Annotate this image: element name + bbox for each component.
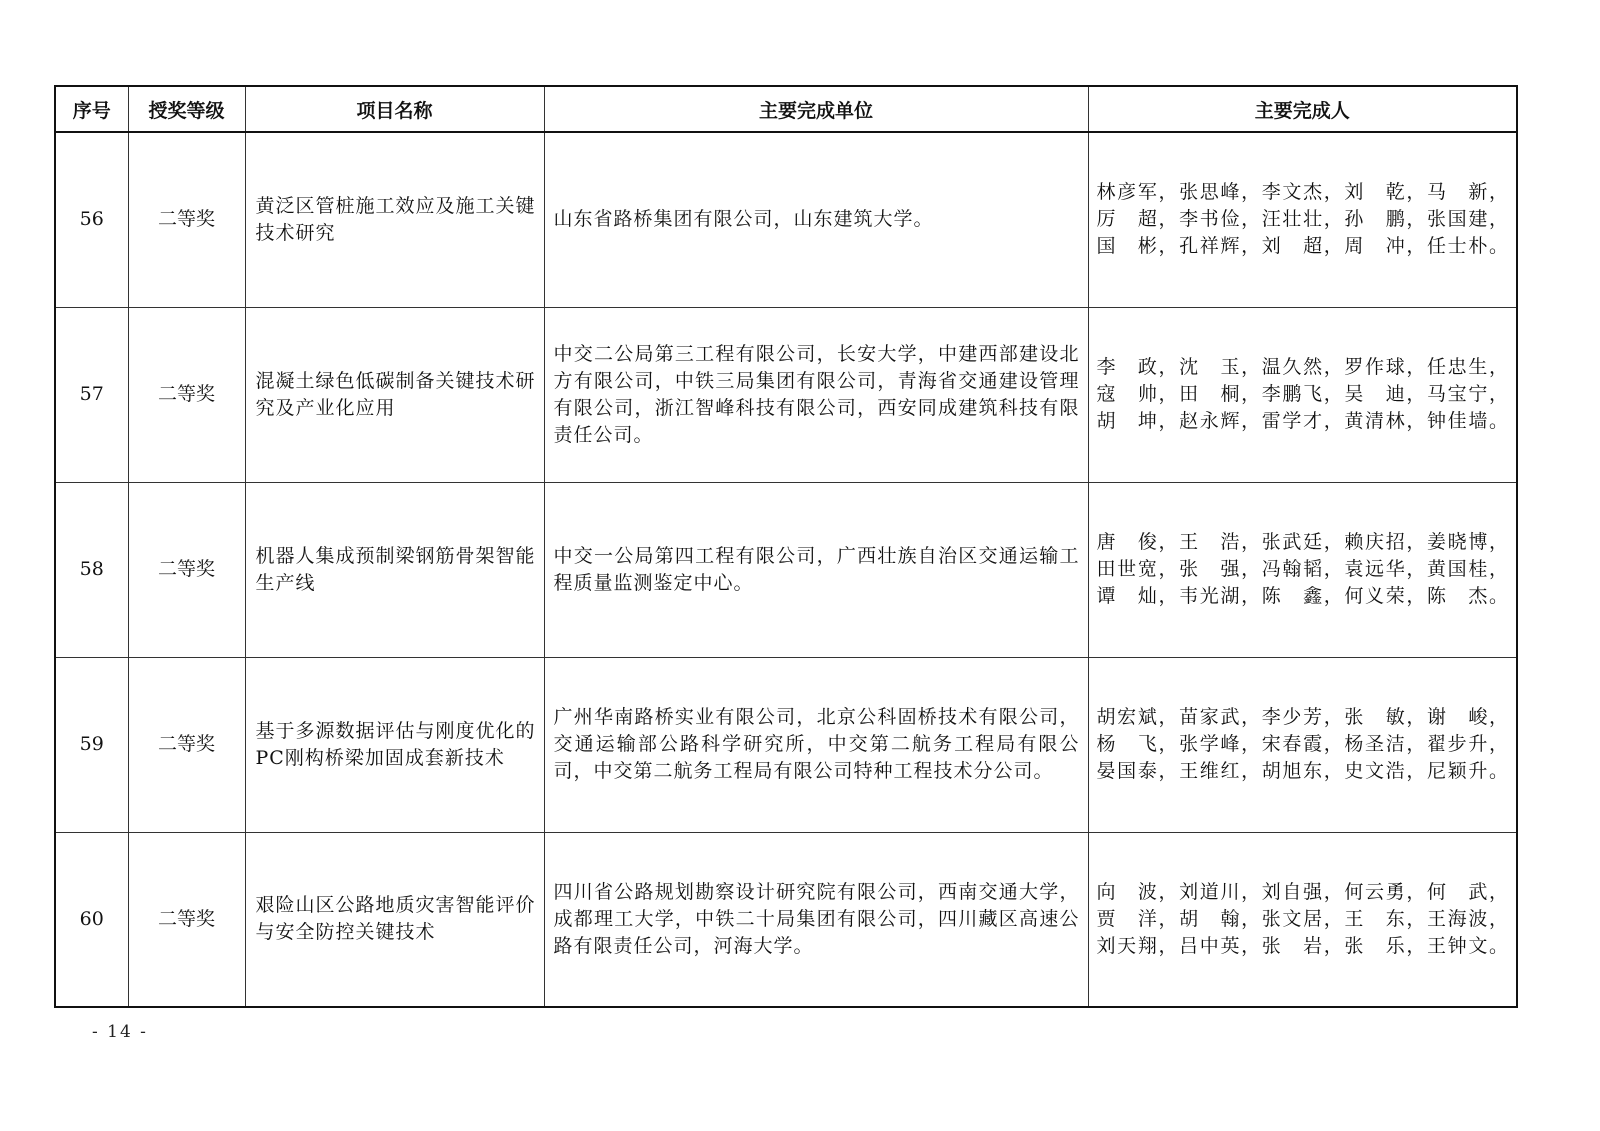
people-line: 唐 俊，王 浩，张武廷，赖庆招，姜晓博， [1096,531,1508,553]
people-line: 寇 帅，田 桐，李鹏飞，吴 迪，马宝宁， [1096,383,1508,405]
people-line: 厉 超，李书俭，汪壮壮，孙 鹏，张国建， [1096,208,1508,231]
cell-unit: 广州华南路桥实业有限公司，北京公科固桥技术有限公司，交通运输部公路科学研究所，中交第二航务工程局有限公司，中交第二航务工程局有限公司特种工程技术分公司。 [544,657,1088,832]
people-line: 刘天翔，吕中英，张 岩，张 乐，王钟文。 [1096,934,1508,957]
header-seq: 序号 [55,86,128,132]
table-row [55,657,1517,832]
cell-people [1088,657,1517,832]
cell-unit: 四川省公路规划勘察设计研究院有限公司，西南交通大学，成都理工大学，中铁二十局集团有限公司，四川藏区高速公路有限责任公司，河海大学。 [544,832,1088,1007]
table-row [55,832,1517,1007]
header-row [55,86,1517,132]
people-line: 林彦军，张思峰，李文杰，刘 乾，马 新， [1096,181,1508,204]
people-line: 胡 坤，赵永辉，雷学才，黄清林，钟佳墙。 [1096,410,1508,432]
award-table [54,85,1518,1008]
people-line: 田世宽，张 强，冯翰韬，袁远华，黄国桂， [1096,558,1508,580]
table-row [55,307,1517,482]
cell-project-name: 混凝土绿色低碳制备关键技术研究及产业化应用 [245,307,544,482]
header-name: 项目名称 [245,86,544,132]
cell-people [1088,832,1517,1007]
people-line: 谭 灿，韦光湖，陈 鑫，何义荣，陈 杰。 [1096,585,1508,607]
cell-unit: 山东省路桥集团有限公司，山东建筑大学。 [544,132,1088,307]
people-line: 向 波，刘道川，刘自强，何云勇，何 武， [1096,880,1508,903]
people-line: 杨 飞，张学峰，宋春霞，杨圣洁，翟步升， [1096,733,1508,755]
table-row [55,482,1517,657]
cell-seq: 58 [55,482,128,657]
cell-grade: 二等奖 [128,832,245,1007]
header-people: 主要完成人 [1088,86,1517,132]
cell-unit: 中交一公局第四工程有限公司，广西壮族自治区交通运输工程质量监测鉴定中心。 [544,482,1088,657]
cell-project-name: 艰险山区公路地质灾害智能评价与安全防控关键技术 [245,832,544,1007]
cell-seq: 57 [55,307,128,482]
cell-project-name: 基于多源数据评估与刚度优化的PC刚构桥梁加固成套新技术 [245,657,544,832]
people-line: 李 政，沈 玉，温久然，罗作球，任忠生， [1096,356,1508,378]
people-line: 晏国泰，王维红，胡旭东，史文浩，尼颖升。 [1096,760,1508,782]
header-grade: 授奖等级 [128,86,245,132]
table-body [55,132,1517,1007]
cell-grade: 二等奖 [128,657,245,832]
people-line: 贾 洋，胡 翰，张文居，王 东，王海波， [1096,907,1508,930]
cell-seq: 60 [55,832,128,1007]
people-line: 国 彬，孔祥辉，刘 超，周 冲，任士朴。 [1096,235,1508,258]
cell-project-name: 机器人集成预制梁钢筋骨架智能生产线 [245,482,544,657]
cell-grade: 二等奖 [128,132,245,307]
cell-unit: 中交二公局第三工程有限公司，长安大学，中建西部建设北方有限公司，中铁三局集团有限公司，青海省交通建设管理有限公司，浙江智峰科技有限公司，西安同成建筑科技有限责任公司。 [544,307,1088,482]
cell-seq: 56 [55,132,128,307]
cell-people [1088,307,1517,482]
cell-grade: 二等奖 [128,307,245,482]
cell-people [1088,132,1517,307]
cell-grade: 二等奖 [128,482,245,657]
header-unit: 主要完成单位 [544,86,1088,132]
table-row [55,132,1517,307]
cell-project-name: 黄泛区管桩施工效应及施工关键技术研究 [245,132,544,307]
table-header [55,86,1517,132]
people-line: 胡宏斌，苗家武，李少芳，张 敏，谢 峻， [1096,706,1508,728]
page-number: - 14 - [92,1022,148,1042]
cell-seq: 59 [55,657,128,832]
cell-people [1088,482,1517,657]
